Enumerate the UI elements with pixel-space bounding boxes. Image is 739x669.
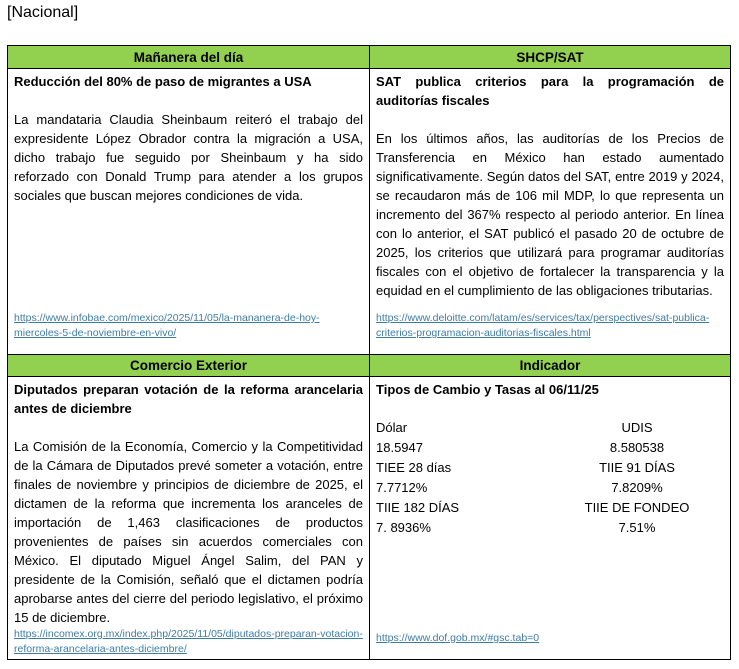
section-header-mananera [8,46,369,68]
indicador-table [376,418,724,538]
section-header-indicador-label: Indicador [519,358,581,373]
article-body-shcp-sat: En los últimos años, las auditorías de los Precios de Transferencia en México han estado aumentado significativamente. Según datos del SAT, entre 2019 y 2024, se recaudaron más de 106 mil MDP, lo que representa un incremento del 367% respecto al periodo anterior. En línea con lo anterior, el SAT publicó el pasado 20 de octubre de 2025, los criterios que utilizará para programar auditorías fiscales con el objetivo de fortalecer la transparencia y la equidad en el cumplimiento de las obligaciones tributarias. [376,131,724,298]
indicador-value-tiie-fondeo: 7.51% [618,520,656,535]
indicador-label-udis: UDIS [621,420,653,435]
article-link-shcp-sat[interactable]: https://www.deloitte.com/latam/es/services/tax/perspectives/sat-publica-criterios-programacion-auditorias-fiscales.html [376,312,710,339]
article-link-mananera[interactable]: https://www.infobae.com/mexico/2025/11/05/la-mananera-de-hoy-miercoles-5-de-noviembre-en-vivo/ [14,312,320,339]
section-header-shcp-sat [369,46,730,68]
cell-shcp-sat [369,68,730,354]
indicador-label-tiie-91: TIIE 91 DÍAS [599,460,675,475]
indicador-label-dolar: Dólar [376,420,408,435]
section-header-comercio-exterior-label: Comercio Exterior [129,358,248,373]
section-header-shcp-sat-label: SHCP/SAT [516,49,584,65]
indicador-value-udis: 8.580538 [609,440,665,455]
indicador-value-dolar: 18.5947 [376,440,423,455]
indicador-label-tiie-182: TIIE 182 DÍAS [376,500,460,515]
news-table [7,45,731,660]
cell-mananera [8,68,369,354]
article-title-comercio: Diputados preparan votación de la reforma arancelaria antes de diciembre [14,382,363,416]
article-title-shcp-sat: SAT publica criterios para la programación de auditorías fiscales [376,74,724,108]
indicador-link[interactable]: https://www.dof.gob.mx/#gsc.tab=0 [376,632,540,644]
indicador-label-tiie-fondeo: TIIE DE FONDEO [584,500,690,515]
indicador-value-tiee-28: 7.7712% [376,480,428,495]
article-link-comercio[interactable]: https://incomex.org.mx/index.php/2025/11/05/diputados-preparan-votacion-reforma-arancelaria-antes-diciembre/ [14,628,363,655]
section-header-indicador [369,354,730,376]
section-header-comercio-exterior [8,354,369,376]
indicador-label-tiee-28: TIEE 28 días [376,460,452,475]
indicador-value-tiie-182: 7. 8936% [376,520,431,535]
article-body-comercio: La Comisión de la Economía, Comercio y la Competitividad de la Cámara de Diputados prevé someter a votación, entre finales de noviembre y principios de diciembre de 2025, el dictamen de la reforma que incrementa los aranceles de importación de 1,463 clasificaciones de productos provenientes de países sin acuerdos comerciales con México. El diputado Miguel Ángel Salim, del PAN y presidente de la Comisión, señaló que el dictamen podría aprobarse antes del cierre del periodo legislativo, el próximo 15 de diciembre. [14,439,363,625]
cell-comercio-exterior [8,376,369,659]
page-title: [Nacional] [7,4,79,21]
article-body-mananera: La mandataria Claudia Sheinbaum reiteró el trabajo del expresidente López Obrador contra la migración a USA, dicho trabajo fue seguido por Sheinbaum y ha sido reforzado con Donald Trump para atender a los grupos sociales que buscan mejores condiciones de vida. [14,112,363,203]
cell-indicador [369,376,730,659]
indicador-title: Tipos de Cambio y Tasas al 06/11/25 [376,382,599,397]
section-header-mananera-label: Mañanera del día [133,49,244,65]
indicador-value-tiie-91: 7.8209% [611,480,663,495]
article-title-mananera: Reducción del 80% de paso de migrantes a USA [14,74,312,89]
